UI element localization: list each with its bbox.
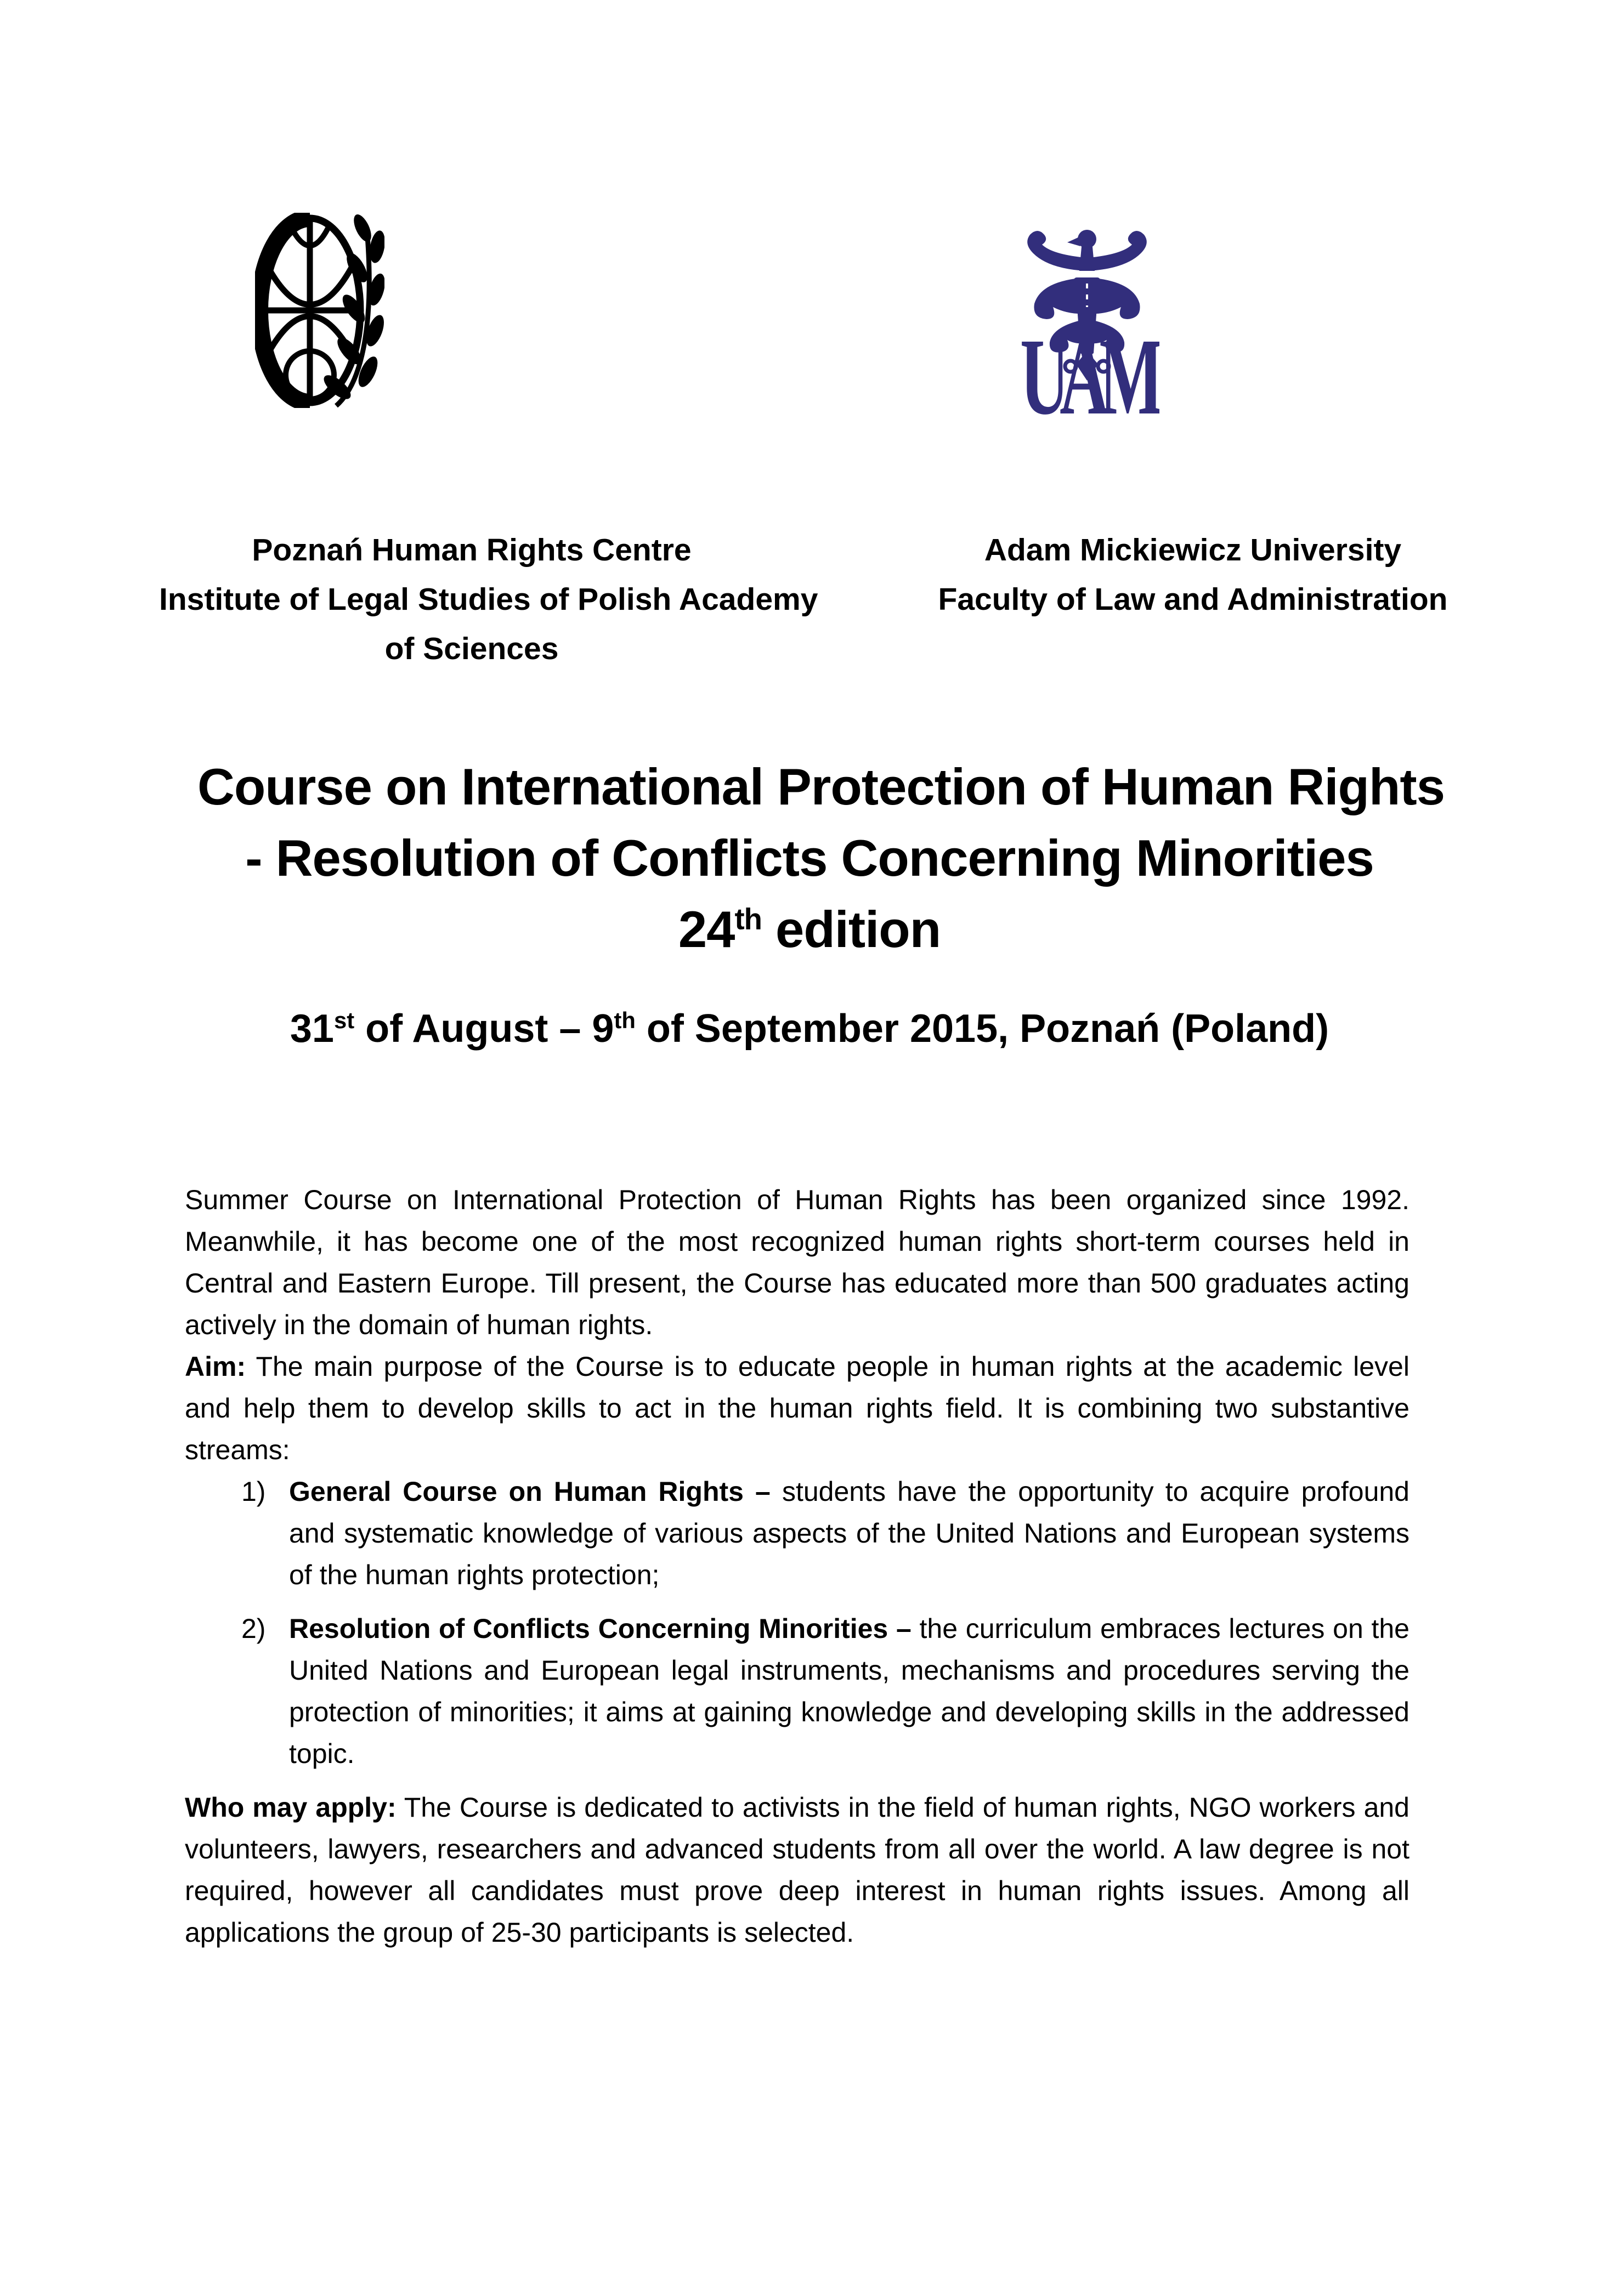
- course-title-line3: 24th edition: [678, 900, 941, 958]
- globe-laurel-logo-icon: [255, 213, 384, 408]
- list-marker: 1): [241, 1476, 266, 1507]
- org-left-line3: of Sciences: [384, 631, 559, 666]
- org-right-block: [894, 525, 1492, 624]
- org-left-block: [159, 525, 818, 673]
- course-dates: 31st of August – 9th of September 2015, Poznań (Poland): [290, 1007, 1329, 1051]
- ordinal-suffix: st: [333, 1007, 355, 1033]
- aim-label: Aim:: [185, 1351, 246, 1382]
- org-left-line2: Institute of Legal Studies of Polish Academy: [159, 582, 818, 617]
- aim-paragraph: Aim: The main purpose of the Course is to educate people in human rights at the academic level and help them to develop skills to act in the human rights field. It is combining two substantive streams:: [185, 1351, 1409, 1465]
- who-may-apply-label: Who may apply:: [185, 1792, 397, 1823]
- ordinal-suffix: th: [734, 902, 762, 936]
- course-title: [197, 751, 1445, 965]
- body-text: [185, 1179, 1409, 1953]
- who-may-apply-paragraph: Who may apply: The Course is dedicated to activists in the field of human rights, NGO workers and volunteers, lawyers, researchers and advanced students from all over the world. A law degree is not required, however all candidates must prove deep interest in human rights issues. Among all applications the group of 25-30 participants is selected.: [185, 1792, 1409, 1948]
- intro-paragraph: Summer Course on International Protection of Human Rights has been organized since 1992. Meanwhile, it has become one of the most recognized human rights short-term courses held in Central and Eastern Europe. Till present, the Course has educated more than 500 graduates acting actively in the domain of human rights.: [185, 1184, 1409, 1340]
- org-right-line1: Adam Mickiewicz University: [984, 532, 1402, 568]
- course-title-line1: Course on International Protection of Human Rights: [197, 758, 1445, 815]
- ordinal-suffix: th: [614, 1007, 636, 1033]
- uam-eagle-logo-icon: [1015, 220, 1159, 418]
- list-item-heading: Resolution of Conflicts Concerning Minorities –: [289, 1613, 912, 1644]
- org-left-line1: Poznań Human Rights Centre: [252, 532, 692, 568]
- list-item-heading: General Course on Human Rights –: [289, 1476, 771, 1507]
- list-item: 1) General Course on Human Rights – students have the opportunity to acquire profound and systematic knowledge of various aspects of the United Nations and European systems of the human rights protection;: [185, 1471, 1409, 1596]
- course-title-line2: - Resolution of Conflicts Concerning Minorities: [245, 829, 1374, 887]
- org-right-line2: Faculty of Law and Administration: [938, 582, 1448, 617]
- list-marker: 2): [241, 1613, 266, 1644]
- list-item: 2) Resolution of Conflicts Concerning Minorities – the curriculum embraces lectures on the United Nations and European legal instruments, mechanisms and procedures serving the protection of minorities; it aims at gaining knowledge and developing skills in the addressed topic.: [185, 1608, 1409, 1775]
- uam-logo-text: UAM: [1020, 316, 1154, 418]
